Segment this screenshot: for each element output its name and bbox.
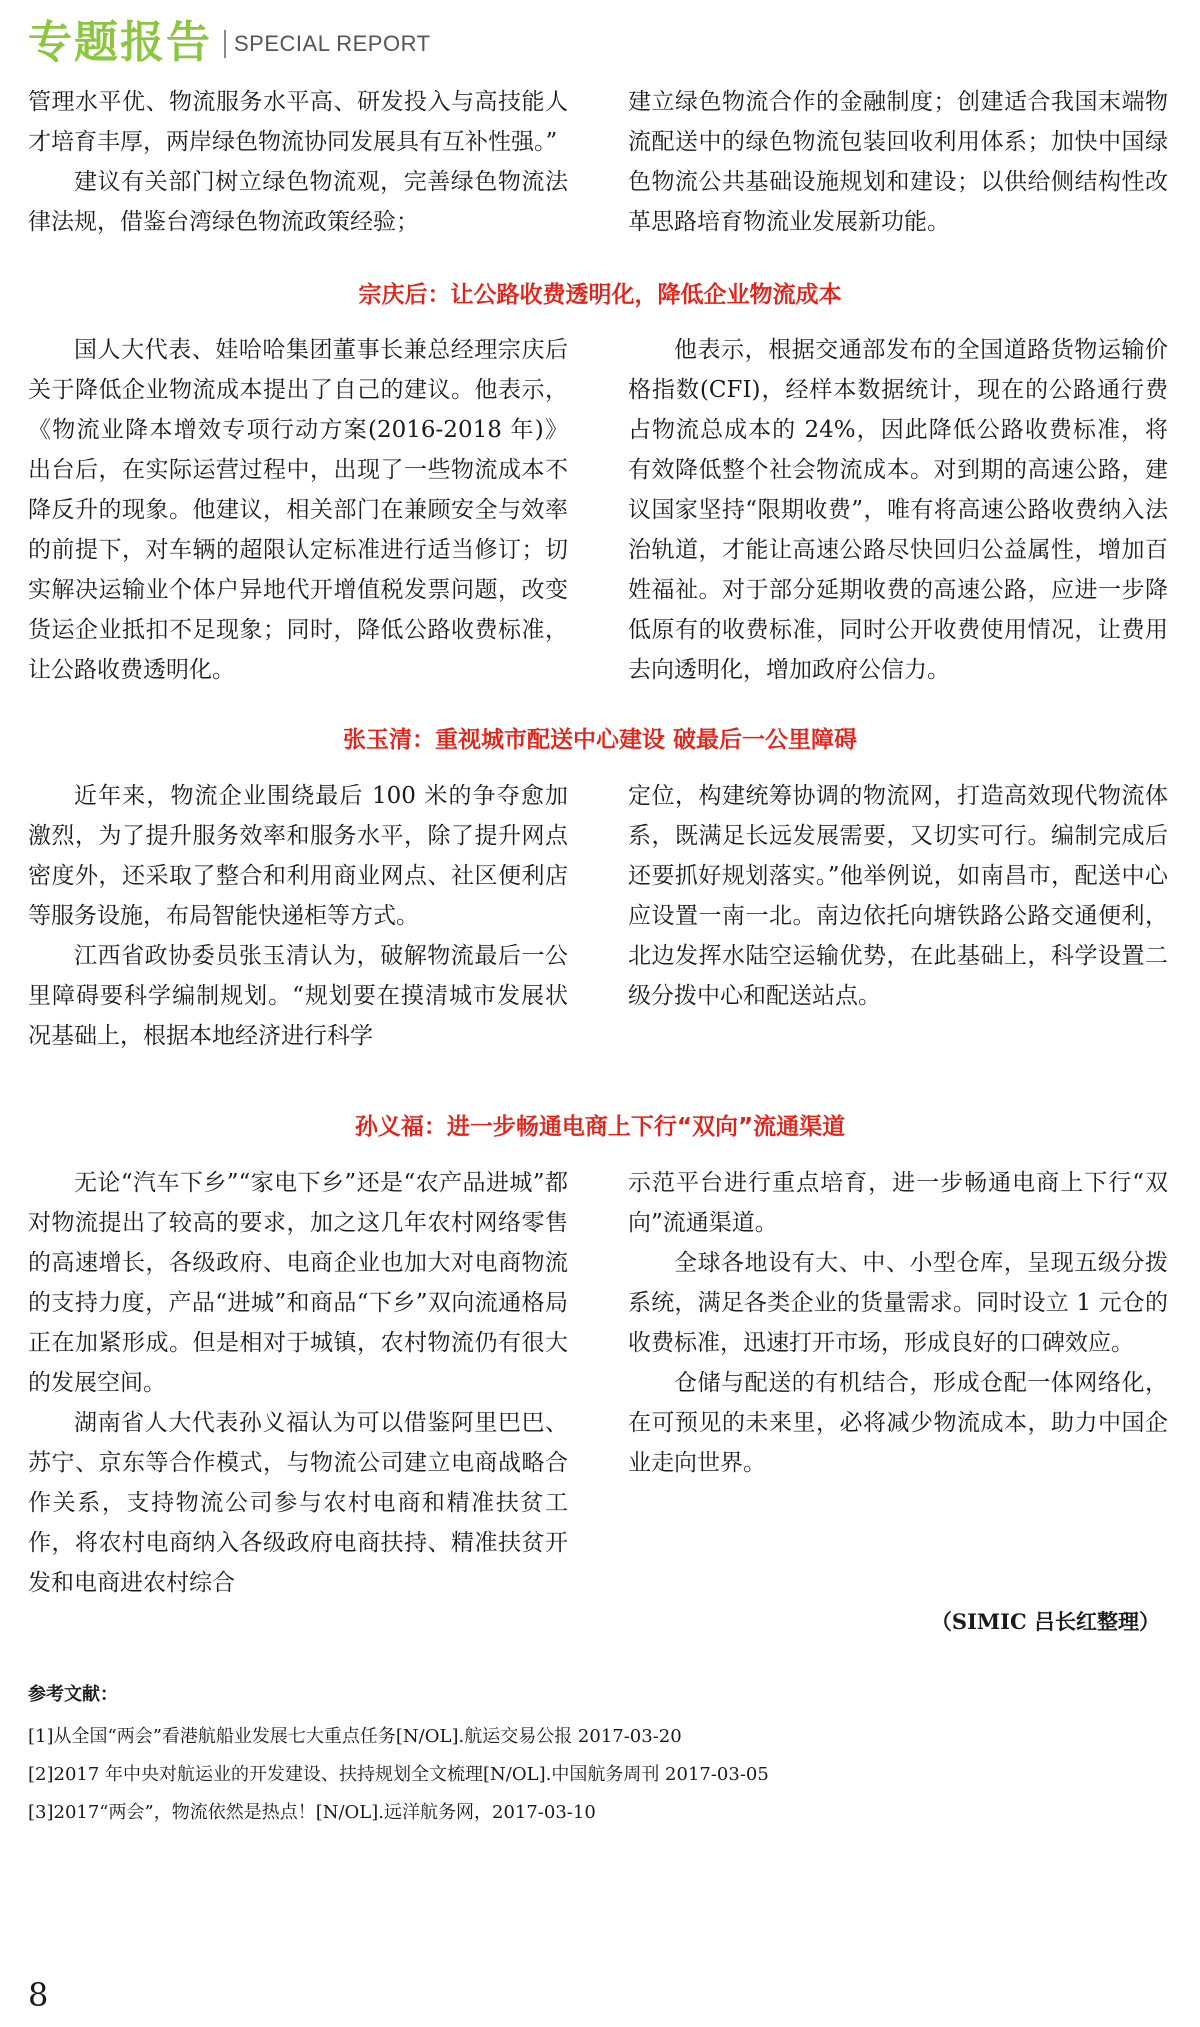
paragraph: 湖南省人大代表孙义福认为可以借鉴阿里巴巴、苏宁、京东等合作模式，与物流公司建立电商战略合作关系，支持物流公司参与农村电商和精准扶贫工作，将农村电商纳入各级政府电商扶持、精准扶贫开发和电商进农村综合	[28, 1410, 568, 1596]
left-column	[28, 776, 568, 1056]
reference-item: [3]2017“两会”，物流依然是热点！[N/OL].远洋航务网，2017-03-10	[28, 1802, 596, 1823]
paragraph: 江西省政协委员张玉清认为，破解物流最后一公里障碍要科学编制规划。“规划要在摸清城市发展状况基础上，根据本地经济进行科学	[28, 943, 568, 1049]
right-column	[628, 330, 1168, 690]
paragraph: 建立绿色物流合作的金融制度；创建适合我国末端物流配送中的绿色物流包装回收利用体系；加快中国绿色物流公共基础设施规划和建设；以供给侧结构性改革思路培育物流业发展新功能。	[628, 89, 1168, 235]
section-title: 张玉清：重视城市配送中心建设 破最后一公里障碍	[342, 727, 857, 753]
paragraph: 近年来，物流企业围绕最后 100 米的争夺愈加激烈，为了提升服务效率和服务水平，除了提升网点密度外，还采取了整合和利用商业网点、社区便利店等服务设施，布局智能快递柜等方式。	[28, 783, 568, 929]
paragraph: 定位，构建统筹协调的物流网，打造高效现代物流体系，既满足长远发展需要，又切实可行。编制完成后还要抓好规划落实。”他举例说，如南昌市，配送中心应设置一南一北。南边依托向塘铁路公路交通便利，北边发挥水陆空运输优势，在此基础上，科学设置二级分拨中心和配送站点。	[628, 783, 1168, 1009]
left-column	[28, 330, 568, 690]
header-divider	[224, 30, 226, 58]
page-number: 8	[28, 1976, 49, 2014]
right-column	[628, 82, 1168, 242]
section-title: 宗庆后：让公路收费透明化，降低企业物流成本	[358, 282, 842, 308]
paragraph: 建议有关部门树立绿色物流观，完善绿色物流法律法规，借鉴台湾绿色物流政策经验；	[28, 169, 568, 235]
left-column	[28, 82, 568, 242]
paragraph: 仓储与配送的有机结合，形成仓配一体网络化，在可预见的未来里，必将减少物流成本，助力中国企业走向世界。	[628, 1370, 1168, 1476]
left-column	[28, 1163, 568, 1603]
references	[28, 1678, 1168, 1832]
page-header	[28, 8, 431, 68]
section-zong-qinghou	[28, 330, 1168, 690]
right-column	[628, 1163, 1168, 1603]
paragraph: 管理水平优、物流服务水平高、研发投入与高技能人才培育丰厚，两岸绿色物流协同发展具有互补性强。”	[28, 89, 568, 155]
section-intro	[28, 82, 1168, 242]
section-zhang-yuqing	[28, 776, 1168, 1056]
references-title: 参考文献：	[28, 1684, 118, 1705]
paragraph: 无论“汽车下乡”“家电下乡”还是“农产品进城”都对物流提出了较高的要求，加之这几年农村网络零售的高速增长，各级政府、电商企业也加大对电商物流的支持力度，产品“进城”和商品“下乡”双向流通格局正在加紧形成。但是相对于城镇，农村物流仍有很大的发展空间。	[28, 1170, 568, 1396]
section-title: 孙义福：进一步畅通电商上下行“双向”流通渠道	[354, 1114, 846, 1140]
paragraph: 全球各地设有大、中、小型仓库，呈现五级分拨系统，满足各类企业的货量需求。同时设立 1 元仓的收费标准，迅速打开市场，形成良好的口碑效应。	[628, 1250, 1168, 1356]
reference-item: [2]2017 年中央对航运业的开发建设、扶持规划全文梳理[N/OL].中国航务周刊 2017-03-05	[28, 1764, 769, 1785]
paragraph: 他表示，根据交通部发布的全国道路货物运输价格指数(CFI)，经样本数据统计，现在的公路通行费占物流总成本的 24%，因此降低公路收费标准，将有效降低整个社会物流成本。对到期的高速公路，建议国家坚持“限期收费”，唯有将高速公路收费纳入法治轨道，才能让高速公路尽快回归公益属性，增加百姓福祉。对于部分延期收费的高速公路，应进一步降低原有的收费标准，同时公开收费使用情况，让费用去向透明化，增加政府公信力。	[628, 337, 1168, 683]
header-title-cn: 专题报告	[28, 17, 212, 68]
paragraph: 示范平台进行重点培育，进一步畅通电商上下行“双向”流通渠道。	[628, 1170, 1168, 1236]
editor-signature: （SIMIC 吕长红整理）	[930, 1609, 1160, 1634]
section-sun-yifu	[28, 1163, 1168, 1603]
header-title-en: SPECIAL REPORT	[234, 31, 431, 56]
paragraph: 国人大代表、娃哈哈集团董事长兼总经理宗庆后关于降低企业物流成本提出了自己的建议。他表示，《物流业降本增效专项行动方案(2016-2018 年)》出台后，在实际运营过程中，出现了一些物流成本不降反升的现象。他建议，相关部门在兼顾安全与效率的前提下，对车辆的超限认定标准进行适当修订；切实解决运输业个体户异地代开增值税发票问题，改变货运企业抵扣不足现象；同时，降低公路收费标准，让公路收费透明化。	[28, 337, 568, 683]
reference-item: [1]从全国“两会”看港航船业发展七大重点任务[N/OL].航运交易公报 2017-03-20	[28, 1726, 682, 1747]
right-column	[628, 776, 1168, 1056]
